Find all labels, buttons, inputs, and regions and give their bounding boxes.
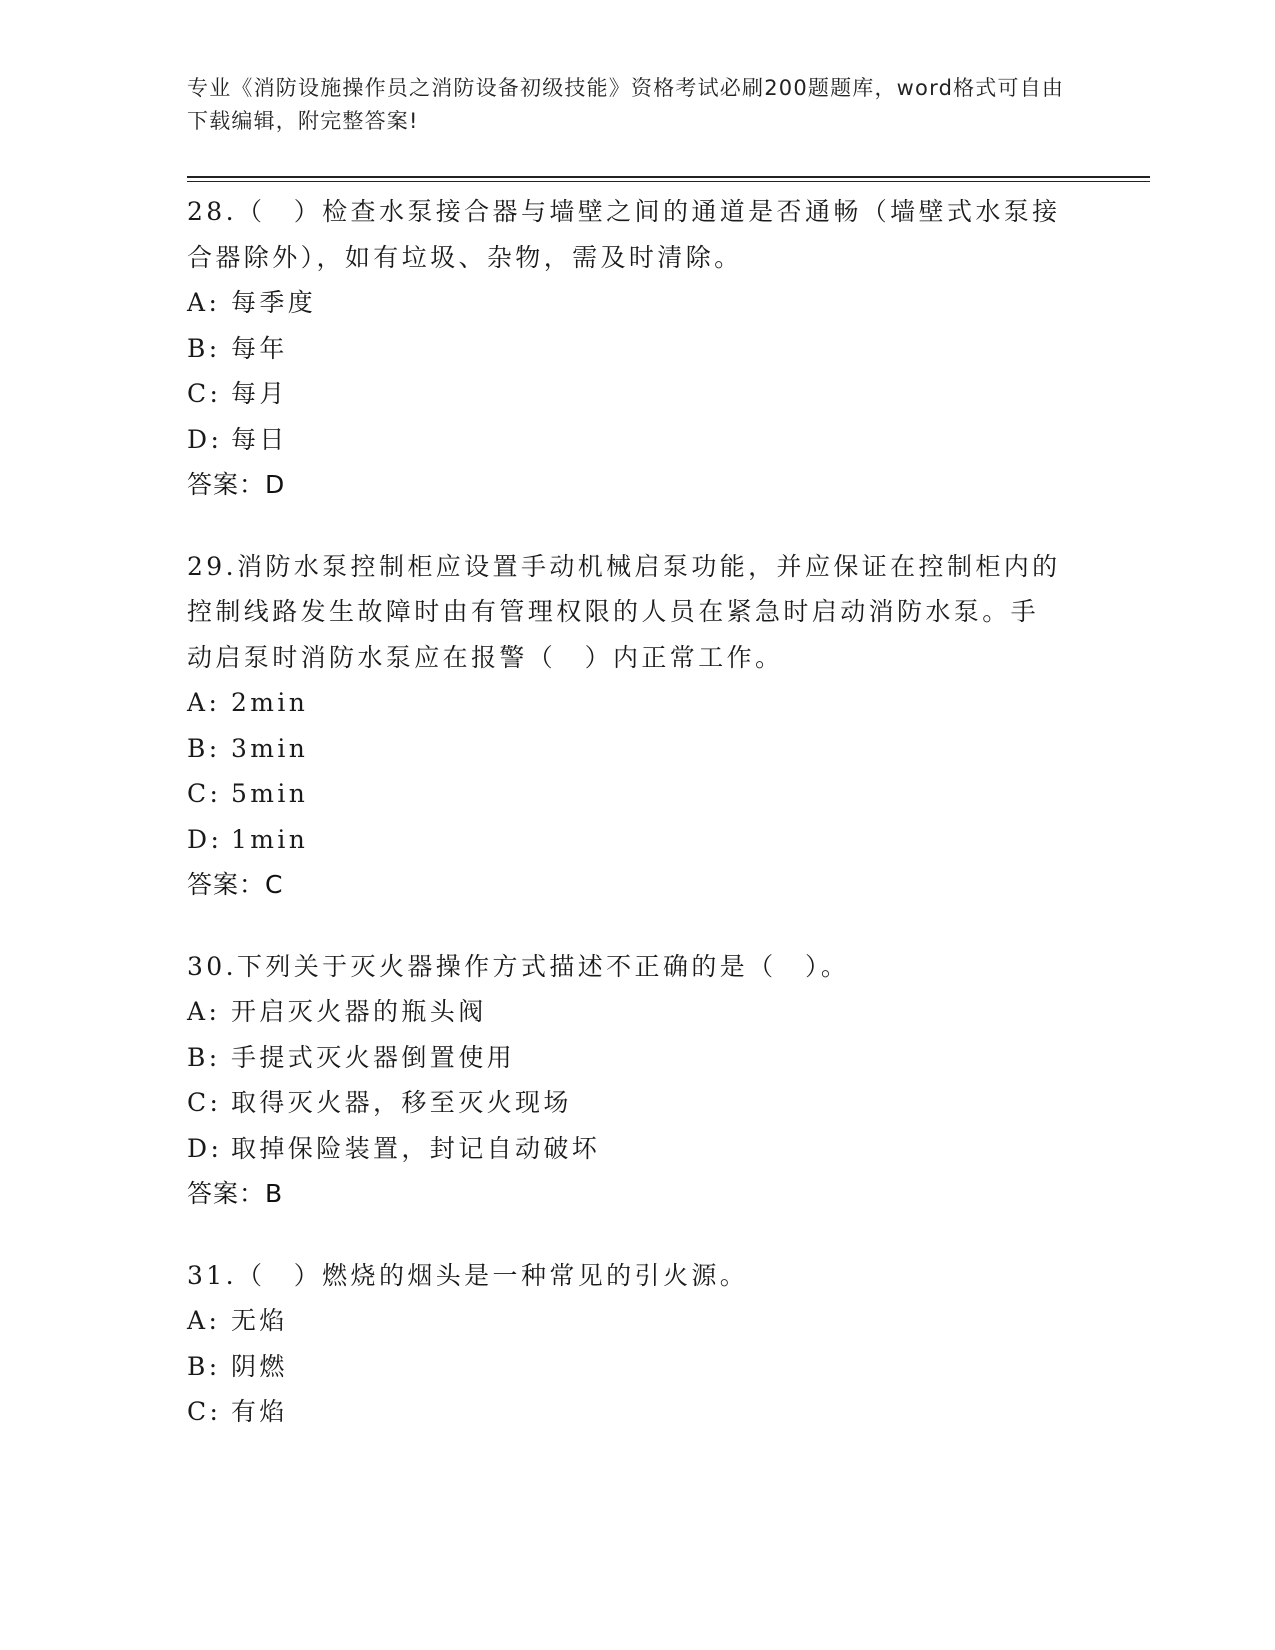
option-text: 无焰	[231, 1306, 288, 1335]
question-28	[187, 189, 1087, 508]
option-letter: A:	[187, 688, 221, 717]
answer-line: 答案：B	[187, 1179, 284, 1208]
question-stem: 29.消防水泵控制柜应设置手动机械启泵功能，并应保证在控制柜内的控制线路发生故障时由有管理权限的人员在紧急时启动消防水泵。手动启泵时消防水泵应在报警（ ）内正常工作。	[187, 551, 1061, 672]
option-text: 取得灭火器，移至灭火现场	[231, 1088, 572, 1117]
option-text: 每季度	[231, 288, 317, 317]
option-text: 手提式灭火器倒置使用	[231, 1042, 516, 1072]
option-b	[187, 1344, 1087, 1390]
question-31	[187, 1253, 1087, 1435]
option-letter: C:	[187, 1088, 222, 1117]
option-text: 3min	[231, 733, 309, 763]
option-letter: D:	[187, 1133, 223, 1163]
option-text: 5min	[231, 779, 309, 808]
option-c	[187, 1080, 1087, 1126]
option-letter: D:	[187, 424, 223, 454]
option-d	[187, 417, 1087, 463]
option-c	[187, 371, 1087, 417]
option-text: 阴燃	[231, 1351, 288, 1381]
option-letter: D:	[187, 824, 223, 854]
option-a	[187, 989, 1087, 1035]
option-a	[187, 680, 1087, 726]
header-divider-thin	[187, 181, 1150, 182]
option-text: 2min	[231, 688, 309, 717]
option-a	[187, 1298, 1087, 1344]
option-text: 有焰	[231, 1397, 288, 1426]
option-letter: A:	[187, 288, 221, 317]
question-30	[187, 944, 1087, 1217]
option-text: 每年	[231, 333, 288, 363]
option-text: 每日	[231, 424, 288, 454]
option-d	[187, 1126, 1087, 1172]
option-letter: A:	[187, 997, 221, 1026]
option-text: 每月	[231, 379, 288, 408]
header-divider-thick	[187, 176, 1150, 178]
option-text: 取掉保险装置，封记自动破坏	[231, 1133, 601, 1163]
option-letter: C:	[187, 1397, 222, 1426]
option-letter: B:	[187, 1351, 221, 1381]
question-stem: 30.下列关于灭火器操作方式描述不正确的是（ ）。	[187, 951, 850, 981]
option-letter: B:	[187, 333, 221, 363]
question-stem: 31.（ ）燃烧的烟头是一种常见的引火源。	[187, 1260, 749, 1290]
question-list	[187, 189, 1087, 1471]
option-a	[187, 280, 1087, 326]
option-letter: C:	[187, 779, 222, 808]
option-text: 1min	[231, 824, 309, 854]
answer-line: 答案：D	[187, 470, 286, 499]
option-c	[187, 771, 1087, 817]
option-text: 开启灭火器的瓶头阀	[231, 997, 487, 1026]
answer-line: 答案：C	[187, 870, 284, 899]
option-letter: C:	[187, 379, 222, 408]
option-b	[187, 1035, 1087, 1081]
option-b	[187, 326, 1087, 372]
option-c	[187, 1389, 1087, 1435]
option-letter: A:	[187, 1306, 221, 1335]
question-29	[187, 544, 1087, 908]
option-letter: B:	[187, 1042, 221, 1072]
question-stem: 28.（ ）检查水泵接合器与墙壁之间的通道是否通畅（墙壁式水泵接合器除外），如有垃圾、杂物，需及时清除。	[187, 197, 1061, 272]
document-header: 专业《消防设施操作员之消防设备初级技能》资格考试必刷200题题库，word格式可自由下载编辑，附完整答案!	[187, 76, 1065, 133]
option-d	[187, 817, 1087, 863]
option-b	[187, 726, 1087, 772]
option-letter: B:	[187, 733, 221, 763]
